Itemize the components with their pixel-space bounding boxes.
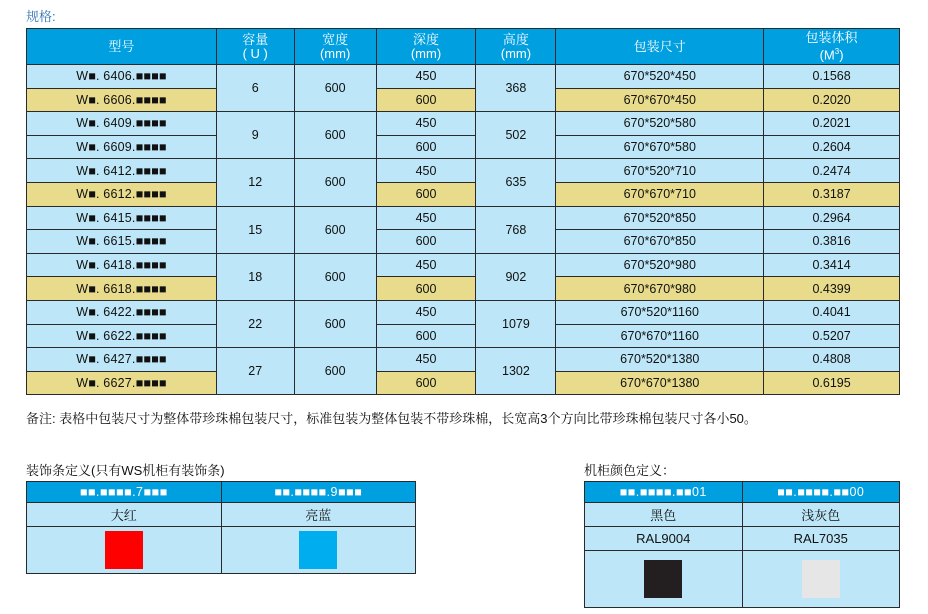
section-title: 规格: (26, 9, 56, 24)
table-row (27, 88, 900, 112)
trim-table (26, 481, 416, 574)
width-cell: 600 (294, 300, 376, 347)
depth-cell: 600 (376, 88, 476, 112)
color-swatch-row (585, 551, 900, 608)
note-text: 备注: 表格中包装尺寸为整体带珍珠棉包装尺寸，标准包装为整体包装不带珍珠棉，长宽高3个方向比带珍珠棉包装尺寸各小50。 (26, 411, 757, 426)
model-cell: W■. 6427.■■■■ (27, 348, 217, 372)
package-volume-cell: 0.6195 (764, 371, 900, 395)
depth-cell: 450 (376, 253, 476, 277)
table-row (27, 182, 900, 206)
trim-swatch-row (27, 527, 416, 574)
table-row (27, 371, 900, 395)
package-size-cell: 670*670*1380 (556, 371, 764, 395)
package-volume-cell: 0.2021 (764, 112, 900, 136)
model-cell: W■. 6615.■■■■ (27, 230, 217, 254)
model-cell: W■. 6618.■■■■ (27, 277, 217, 301)
table-row (27, 300, 900, 324)
depth-cell: 450 (376, 112, 476, 136)
header-package-size: 包装尺寸 (556, 29, 764, 65)
width-cell: 600 (294, 65, 376, 112)
width-cell: 600 (294, 348, 376, 395)
header-width: 宽度 (mm) (294, 29, 376, 65)
trim-swatch-cell-blue (221, 527, 416, 574)
color-code-black: ■■.■■■■.■■01 (585, 482, 743, 503)
model-cell: W■. 6627.■■■■ (27, 371, 217, 395)
package-volume-cell: 0.2020 (764, 88, 900, 112)
depth-cell: 600 (376, 324, 476, 348)
table-row (27, 253, 900, 277)
height-cell: 768 (476, 206, 556, 253)
width-cell: 600 (294, 159, 376, 206)
cabinet-color-table (584, 481, 900, 608)
depth-cell: 450 (376, 206, 476, 230)
trim-name-row (27, 503, 416, 527)
trim-code-blue: ■■.■■■■.9■■■ (221, 482, 416, 503)
table-row (27, 324, 900, 348)
header-height: 高度 (mm) (476, 29, 556, 65)
package-size-cell: 670*670*580 (556, 135, 764, 159)
package-size-cell: 670*520*850 (556, 206, 764, 230)
color-name-gray: 浅灰色 (742, 503, 900, 527)
color-name-row (585, 503, 900, 527)
color-ral-gray: RAL7035 (742, 527, 900, 551)
depth-cell: 600 (376, 230, 476, 254)
model-cell: W■. 6418.■■■■ (27, 253, 217, 277)
trim-name-red: 大红 (27, 503, 222, 527)
table-row (27, 135, 900, 159)
table-row (27, 206, 900, 230)
color-name-black: 黑色 (585, 503, 743, 527)
model-cell: W■. 6412.■■■■ (27, 159, 217, 183)
spec-table (26, 28, 900, 395)
depth-cell: 450 (376, 159, 476, 183)
package-size-cell: 670*670*1160 (556, 324, 764, 348)
color-ral-black: RAL9004 (585, 527, 743, 551)
header-model: 型号 (27, 29, 217, 65)
package-volume-cell: 0.3816 (764, 230, 900, 254)
spec-table-body (27, 65, 900, 395)
depth-cell: 600 (376, 371, 476, 395)
capacity-cell: 27 (216, 348, 294, 395)
package-size-cell: 670*670*450 (556, 88, 764, 112)
height-cell: 1079 (476, 300, 556, 347)
table-row (27, 348, 900, 372)
package-volume-cell: 0.4399 (764, 277, 900, 301)
package-volume-cell: 0.4041 (764, 300, 900, 324)
capacity-cell: 12 (216, 159, 294, 206)
blue-swatch (299, 531, 337, 569)
package-size-cell: 670*520*450 (556, 65, 764, 89)
table-row (27, 112, 900, 136)
package-volume-cell: 0.3187 (764, 182, 900, 206)
capacity-cell: 9 (216, 112, 294, 159)
header-depth: 深度 (mm) (376, 29, 476, 65)
trim-name-blue: 亮蓝 (221, 503, 416, 527)
package-volume-cell: 0.5207 (764, 324, 900, 348)
light-gray-swatch (802, 560, 840, 598)
table-row (27, 159, 900, 183)
model-cell: W■. 6415.■■■■ (27, 206, 217, 230)
red-swatch (105, 531, 143, 569)
depth-cell: 600 (376, 182, 476, 206)
color-ral-row (585, 527, 900, 551)
package-size-cell: 670*520*1160 (556, 300, 764, 324)
capacity-cell: 18 (216, 253, 294, 300)
model-cell: W■. 6406.■■■■ (27, 65, 217, 89)
height-cell: 635 (476, 159, 556, 206)
model-cell: W■. 6612.■■■■ (27, 182, 217, 206)
model-cell: W■. 6609.■■■■ (27, 135, 217, 159)
capacity-cell: 22 (216, 300, 294, 347)
depth-cell: 450 (376, 348, 476, 372)
depth-cell: 450 (376, 65, 476, 89)
trim-code-red: ■■.■■■■.7■■■ (27, 482, 222, 503)
package-volume-cell: 0.4808 (764, 348, 900, 372)
package-size-cell: 670*670*980 (556, 277, 764, 301)
package-volume-cell: 0.2474 (764, 159, 900, 183)
package-size-cell: 670*670*710 (556, 182, 764, 206)
package-volume-cell: 0.3414 (764, 253, 900, 277)
height-cell: 502 (476, 112, 556, 159)
trim-code-row (27, 482, 416, 503)
model-cell: W■. 6622.■■■■ (27, 324, 217, 348)
depth-cell: 450 (376, 300, 476, 324)
height-cell: 368 (476, 65, 556, 112)
model-cell: W■. 6606.■■■■ (27, 88, 217, 112)
trim-swatch-cell-red (27, 527, 222, 574)
color-code-row (585, 482, 900, 503)
package-volume-cell: 0.2604 (764, 135, 900, 159)
height-cell: 902 (476, 253, 556, 300)
capacity-cell: 6 (216, 65, 294, 112)
header-package-volume: 包装体积 $(M^3)$ (764, 29, 900, 65)
cabinet-color-title: 机柜颜色定义： (584, 463, 676, 478)
depth-cell: 600 (376, 135, 476, 159)
width-cell: 600 (294, 112, 376, 159)
table-row (27, 230, 900, 254)
table-header-row (27, 29, 900, 65)
package-size-cell: 670*520*1380 (556, 348, 764, 372)
black-swatch (644, 560, 682, 598)
package-size-cell: 670*520*710 (556, 159, 764, 183)
package-volume-cell: 0.1568 (764, 65, 900, 89)
color-swatch-cell-gray (742, 551, 900, 608)
depth-cell: 600 (376, 277, 476, 301)
model-cell: W■. 6422.■■■■ (27, 300, 217, 324)
package-size-cell: 670*520*580 (556, 112, 764, 136)
package-size-cell: 670*520*980 (556, 253, 764, 277)
color-code-gray: ■■.■■■■.■■00 (742, 482, 900, 503)
table-row (27, 277, 900, 301)
width-cell: 600 (294, 253, 376, 300)
package-size-cell: 670*670*850 (556, 230, 764, 254)
width-cell: 600 (294, 206, 376, 253)
capacity-cell: 15 (216, 206, 294, 253)
color-swatch-cell-black (585, 551, 743, 608)
table-row (27, 65, 900, 89)
height-cell: 1302 (476, 348, 556, 395)
model-cell: W■. 6409.■■■■ (27, 112, 217, 136)
trim-title: 装饰条定义(只有WS机柜有装饰条) (26, 463, 225, 478)
package-volume-cell: 0.2964 (764, 206, 900, 230)
header-capacity: 容量 ( U ) (216, 29, 294, 65)
